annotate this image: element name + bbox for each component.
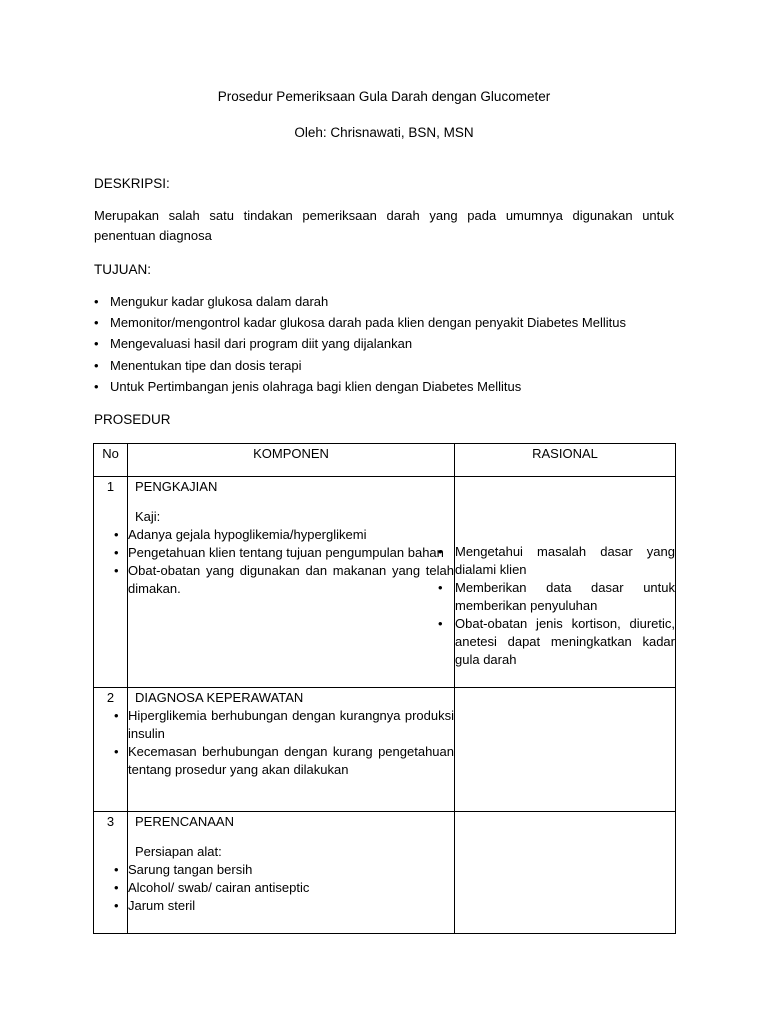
list-item: • Memberikan data dasar untuk memberikan penyuluhan: [455, 579, 675, 615]
table-row: [94, 477, 676, 688]
column-header-komponen: KOMPONEN: [128, 444, 455, 477]
komponen-cell: [128, 477, 455, 688]
deskripsi-text: Merupakan salah satu tindakan pemeriksaan darah yang pada umumnya digunakan untuk penentuan diagnosa: [94, 208, 674, 243]
list-item: • Pengetahuan klien tentang tujuan pengumpulan bahan: [128, 544, 454, 562]
rasional-list: [455, 477, 675, 669]
prosedur-heading: PROSEDUR: [94, 412, 171, 427]
tujuan-list: [94, 291, 626, 397]
list-item: • Alcohol/ swab/ cairan antiseptic: [128, 879, 454, 897]
document-author: Oleh: Chrisnawati, BSN, MSN: [294, 125, 474, 140]
komponen-list: [128, 707, 454, 779]
komponen-cell: [128, 688, 455, 812]
list-item: • Mengukur kadar glukosa dalam darah: [94, 291, 626, 312]
prosedur-table: [93, 443, 676, 934]
list-item: • Memonitor/mengontrol kadar glukosa darah pada klien dengan penyakit Diabetes Mellitus: [94, 312, 626, 333]
column-header-rasional: RASIONAL: [455, 444, 676, 477]
rasional-cell: [455, 812, 676, 934]
column-header-no: No: [94, 444, 128, 477]
list-item: • Menentukan tipe dan dosis terapi: [94, 355, 626, 376]
list-item: • Untuk Pertimbangan jenis olahraga bagi klien dengan Diabetes Mellitus: [94, 376, 626, 397]
list-item: • Mengetahui masalah dasar yang dialami klien: [455, 543, 675, 579]
list-item: • Adanya gejala hypoglikemia/hyperglikemi: [128, 526, 454, 544]
tujuan-heading: TUJUAN:: [94, 262, 151, 277]
row-subtitle: Kaji:: [135, 509, 161, 524]
row-title: PENGKAJIAN: [135, 479, 218, 494]
list-item: • Sarung tangan bersih: [128, 861, 454, 879]
row-number: 2: [94, 688, 128, 812]
list-item: • Obat-obatan jenis kortison, diuretic, anetesi dapat meningkatkan kadar gula darah: [455, 615, 675, 669]
deskripsi-heading: DESKRIPSI:: [94, 176, 170, 191]
table-row: [94, 688, 676, 812]
list-item: • Hiperglikemia berhubungan dengan kurangnya produksi insulin: [128, 707, 454, 743]
row-number: 1: [94, 477, 128, 688]
list-item: • Mengevaluasi hasil dari program diit yang dijalankan: [94, 333, 626, 354]
komponen-list: [128, 526, 454, 598]
rasional-cell: [455, 688, 676, 812]
list-item: • Jarum steril: [128, 897, 454, 915]
row-title: PERENCANAAN: [135, 814, 234, 829]
table-row: [94, 812, 676, 934]
komponen-list: [128, 861, 454, 915]
list-item: • Kecemasan berhubungan dengan kurang pengetahuan tentang prosedur yang akan dilakukan: [128, 743, 454, 779]
rasional-cell: [455, 477, 676, 688]
list-item: • Obat-obatan yang digunakan dan makanan yang telah dimakan.: [128, 562, 454, 598]
komponen-cell: [128, 812, 455, 934]
row-number: 3: [94, 812, 128, 934]
row-title: DIAGNOSA KEPERAWATAN: [135, 690, 304, 705]
table-header-row: [94, 444, 676, 477]
row-subtitle: Persiapan alat:: [135, 844, 222, 859]
document-title: Prosedur Pemeriksaan Gula Darah dengan Glucometer: [217, 89, 551, 104]
